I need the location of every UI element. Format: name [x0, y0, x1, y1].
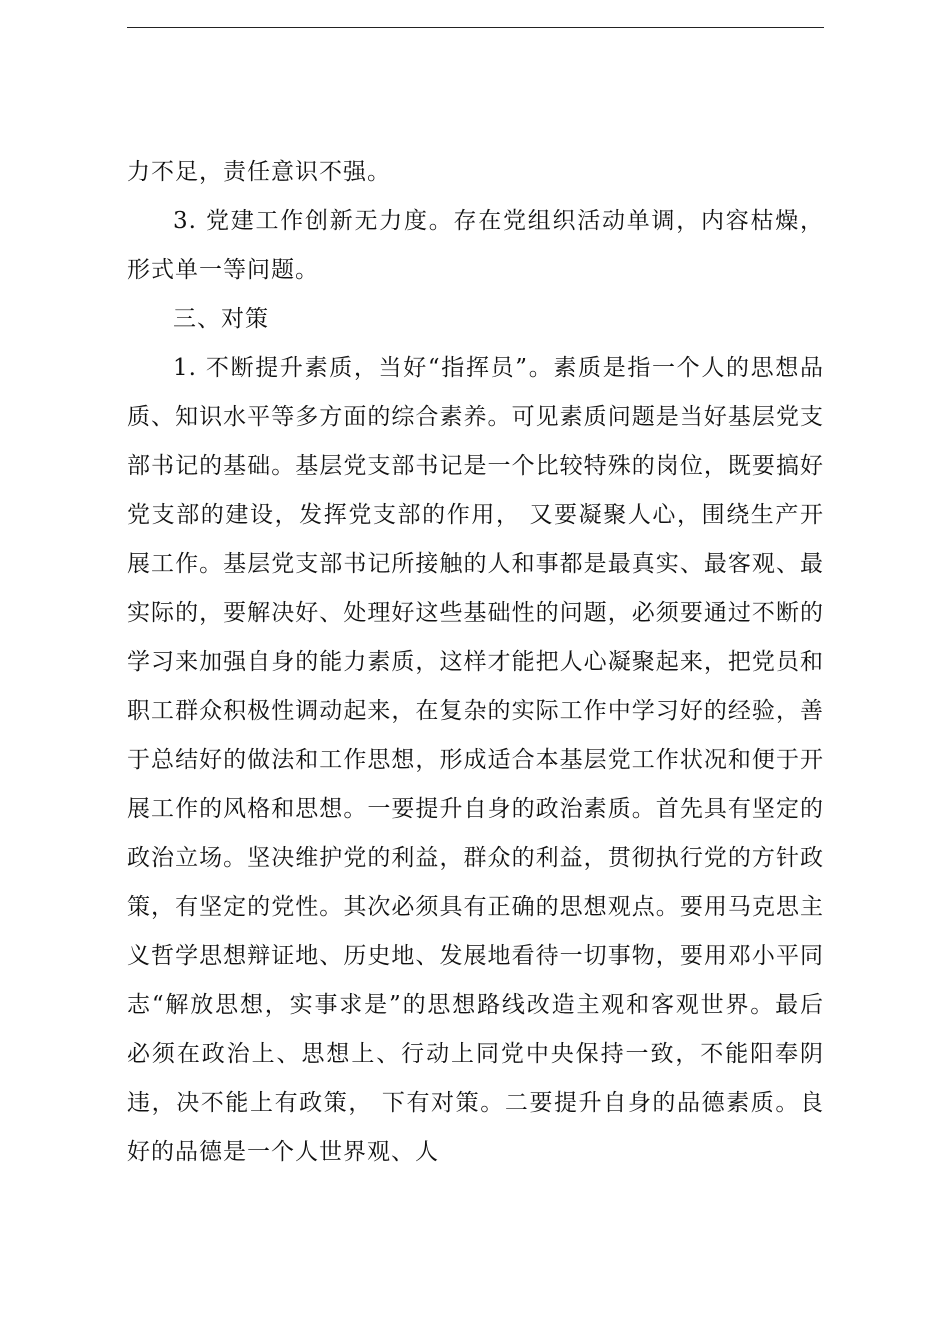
paragraph-countermeasure-1: 1. 不断提升素质，当好“指挥员”。素质是指一个人的思想品质、知识水平等多方面的综合素养。可见素质问题是当好基层党支部书记的基础。基层党支部书记是一个比较特殊的岗位，既要搞好党支部的建设，发挥党支部的作用， 又要凝聚人心，围绕生产开展工作。基层党支部书记所接触的人和事都是最真实、最客观、最实际的，要解决好、处理好这些基础性的问题，必须要通过不断的学习来加强自身的能力素质，这样才能把人心凝聚起来，把党员和职工群众积极性调动起来，在复杂的实际工作中学习好的经验，善于总结好的做法和工作思想，形成适合本基层党工作状况和便于开展工作的风格和思想。一要提升自身的政治素质。首先具有坚定的政治立场。坚决维护党的利益，群众的利益，贯彻执行党的方针政策，有坚定的党性。其次必须具有正确的思想观点。要用马克思主义哲学思想辩证地、历史地、发展地看待一切事物，要用邓小平同志“解放思想，实事求是”的思想路线改造主观和客观世界。最后必须在政治上、思想上、行动上同党中央保持一致，不能阳奉阴违，决不能上有政策， 下有对策。二要提升自身的品德素质。良好的品德是一个人世界观、人: [127, 355, 824, 1165]
section-heading-countermeasures: 三、对策: [173, 306, 269, 332]
document-body: [127, 148, 824, 1177]
paragraph-continuation: 力不足，责任意识不强。: [127, 159, 391, 185]
header-rule: [127, 27, 824, 28]
paragraph-item-3: 3. 党建工作创新无力度。存在党组织活动单调，内容枯燥，形式单一等问题。: [127, 208, 824, 283]
